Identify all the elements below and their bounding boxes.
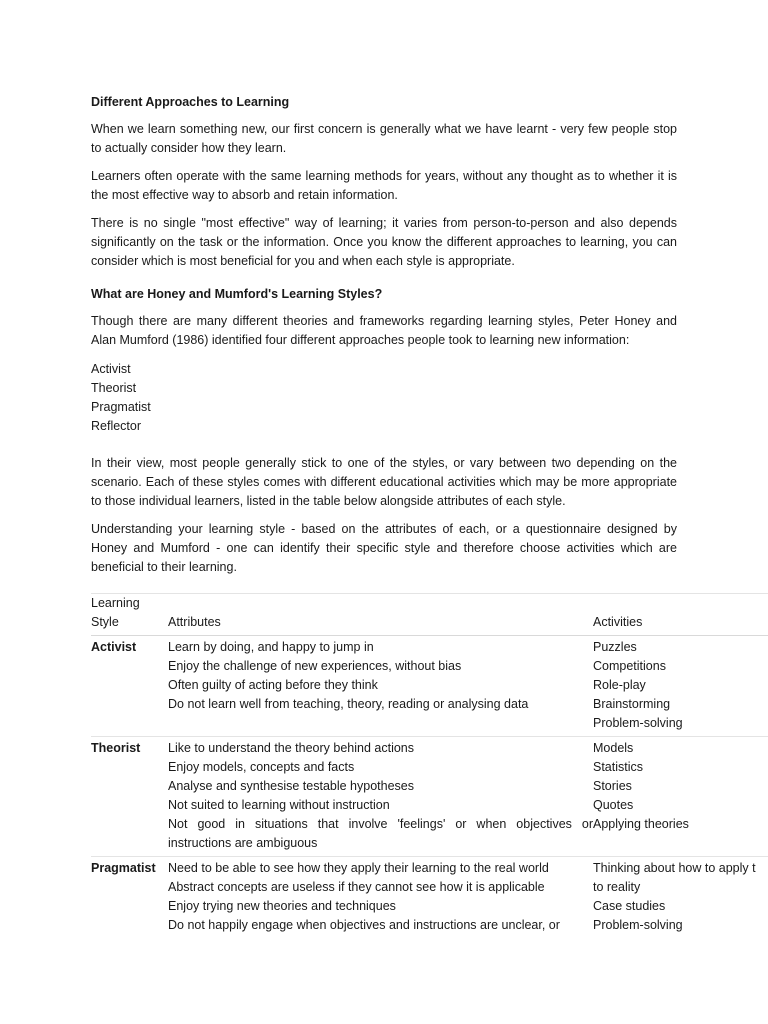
paragraph-their-view: In their view, most people generally stick to one of the styles, or vary between two depending on the scenario. Each of these styles comes with different educational activities which may be more appropriate to those individual learners, listed in the table below alongside attributes of each style. bbox=[91, 456, 677, 508]
table-header-row bbox=[91, 594, 768, 636]
list-item: Reflector bbox=[91, 419, 142, 433]
table-row bbox=[91, 737, 768, 857]
header-learning-style bbox=[91, 594, 168, 636]
paragraph-intro: When we learn something new, our first concern is generally what we have learnt - very few people stop to actually consider how they learn. bbox=[91, 122, 677, 155]
learning-styles-table-wrap bbox=[91, 593, 768, 938]
header-activities: Activities bbox=[593, 615, 643, 629]
attributes-cell: Like to understand the theory behind actions Enjoy models, concepts and facts Analyse and synthesise testable hypotheses Not suited to learning without instruction Not good in situations that involve 'feelings' or when objectives or instructions are ambiguous bbox=[168, 741, 593, 850]
paragraph-understanding: Understanding your learning style - based on the attributes of each, or a questionnaire designed by Honey and Mumford - one can identify their specific style and therefore choose activities which are beneficial to their learning. bbox=[91, 522, 677, 574]
activities-cell: Thinking about how to apply t to reality Case studies Problem-solving bbox=[593, 861, 756, 932]
learning-styles-table bbox=[91, 593, 768, 938]
style-cell-theorist: Theorist bbox=[91, 741, 141, 755]
table-row bbox=[91, 857, 768, 939]
document-body bbox=[91, 93, 677, 586]
activities-cell: Models Statistics Stories Quotes Applying theories bbox=[593, 741, 689, 831]
table-row bbox=[91, 636, 768, 737]
list-item: Pragmatist bbox=[91, 400, 151, 414]
style-cell-pragmatist: Pragmatist bbox=[91, 861, 156, 875]
heading-different-approaches: Different Approaches to Learning bbox=[91, 95, 290, 109]
header-style-line1: Learning bbox=[91, 596, 140, 610]
paragraph-theories: Though there are many different theories and frameworks regarding learning styles, Peter Honey and Alan Mumford (1986) identified four different approaches people took to learning new information: bbox=[91, 314, 677, 347]
heading-honey-mumford: What are Honey and Mumford's Learning Styles? bbox=[91, 287, 383, 301]
attributes-cell: Need to be able to see how they apply their learning to the real world Abstract concepts are useless if they cannot see how it is applicable Enjoy trying new theories and techniques Do not happily engage when objectives and instructions are unclear, or bbox=[168, 861, 560, 932]
header-attributes: Attributes bbox=[168, 615, 221, 629]
header-style-line2: Style bbox=[91, 615, 119, 629]
activities-cell: Puzzles Competitions Role-play Brainstorming Problem-solving bbox=[593, 640, 683, 730]
attributes-cell: Learn by doing, and happy to jump in Enjoy the challenge of new experiences, without bias Often guilty of acting before they think Do not learn well from teaching, theory, reading or analysing data bbox=[168, 640, 529, 711]
paragraph-no-single: There is no single "most effective" way of learning; it varies from person-to-person and also depends significantly on the task or the information. Once you know the different approaches to learning, you can consider which is most beneficial for you and when each style is appropriate. bbox=[91, 216, 677, 268]
list-item: Theorist bbox=[91, 381, 137, 395]
paragraph-learners: Learners often operate with the same learning methods for years, without any thought as to whether it is the most effective way to absorb and retain information. bbox=[91, 169, 677, 202]
styles-list bbox=[91, 360, 677, 436]
style-cell-activist: Activist bbox=[91, 640, 137, 654]
list-item: Activist bbox=[91, 362, 131, 376]
